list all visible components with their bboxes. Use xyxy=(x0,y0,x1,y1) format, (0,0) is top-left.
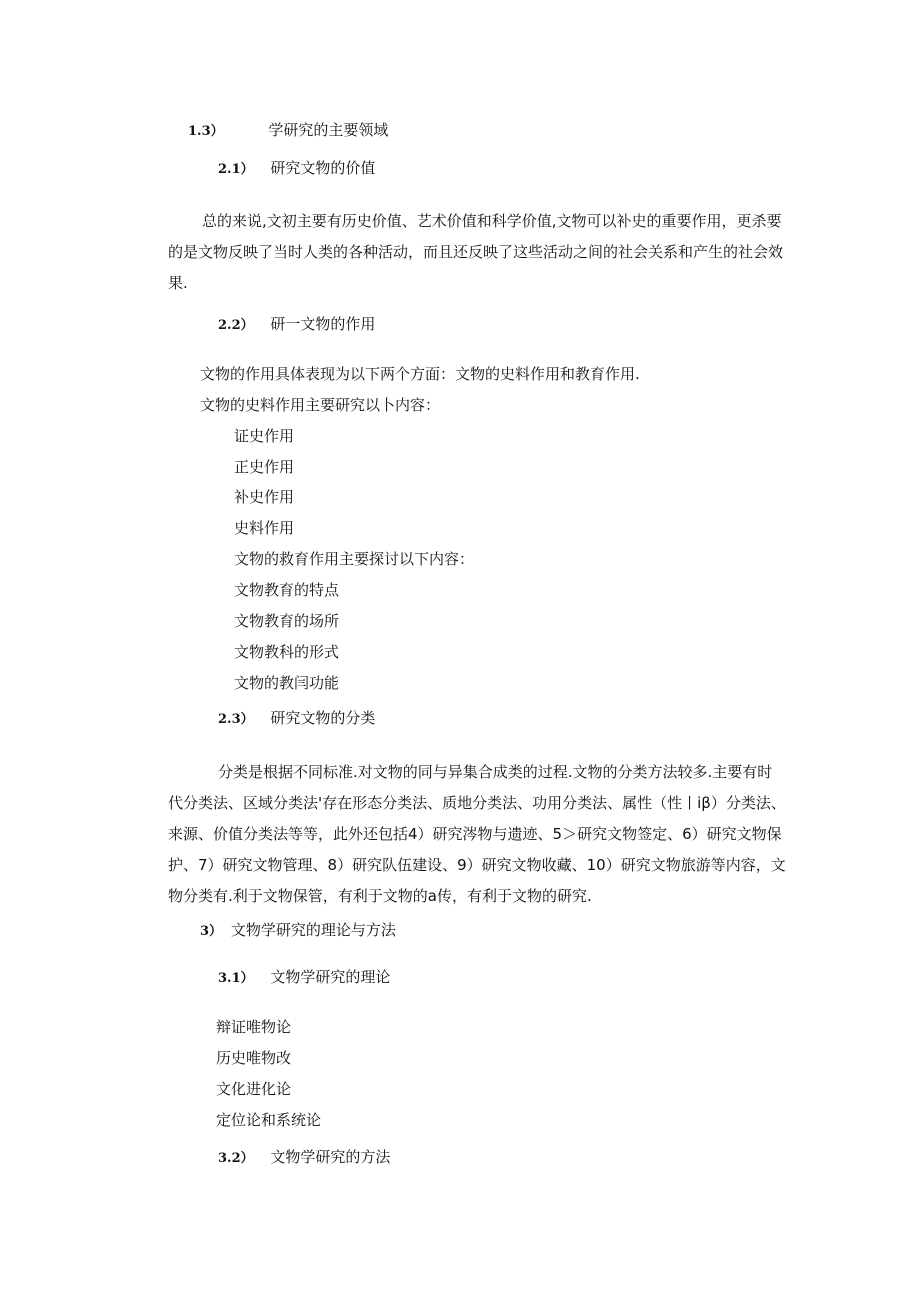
list-item: 历史唯物改 xyxy=(216,1049,292,1067)
heading-number: 3） xyxy=(200,924,223,939)
heading-2-3 xyxy=(218,708,375,730)
heading-2-2 xyxy=(218,314,375,336)
list-item: 文化进化论 xyxy=(216,1080,292,1098)
heading-number: 1.3） xyxy=(188,124,224,139)
heading-3-2 xyxy=(218,1147,390,1169)
list-item: 辩证唯物论 xyxy=(216,1018,292,1036)
heading-text: 文物学研究的方法 xyxy=(270,1148,391,1166)
list-item: 文物教科的形式 xyxy=(234,643,340,661)
heading-text: 研一文物的作用 xyxy=(270,315,376,333)
heading-text: 研究文物的分类 xyxy=(270,709,376,727)
heading-3 xyxy=(200,920,396,942)
paragraph-classification: 分类是根据不同标准.对文物的同与异集合成类的过程.文物的分类方法较多.主要有时代分类法、区域分类法'存在形态分类法、质地分类法、功用分类法、属性（性丨iβ）分类法、来源、价值分类法等等，此外还包括4）研究涔物与遗迹、5＞研究文物签定、6）研究文物保护、7）研究文物管理、8）研究队伍建设、9）研究文物收藏、10）研究文物旅游等内容，文物分类有.利于文物保管，有利于文物的a传，有利于文物的研究. xyxy=(168,763,786,905)
role-intro-line: 文物的作用具体表现为以下两个方面：文物的史料作用和教育作用. xyxy=(200,365,640,383)
heading-number: 2.2） xyxy=(218,318,254,333)
heading-text: 文物学研究的理论与方法 xyxy=(230,921,396,939)
list-item: 补史作用 xyxy=(234,488,295,506)
list-item: 文物的教闫功能 xyxy=(234,674,340,692)
heading-text: 文物学研究的理论 xyxy=(270,968,391,986)
list-item: 正史作用 xyxy=(234,458,295,476)
heading-number: 3.1） xyxy=(218,971,254,986)
paragraph-value: 总的来说,文初主要有历史价值、艺术价值和科学价值,文物可以补史的重要作用，更杀要的是文物反映了当时人类的各种活动，而且还反映了这些活动之间的社会关系和产生的社会效果. xyxy=(168,212,784,292)
role-history-line: 文物的史料作用主要研究以卜内容： xyxy=(200,396,441,414)
heading-2-1 xyxy=(218,158,375,180)
heading-3-1 xyxy=(218,967,390,989)
list-item: 文物教育的场所 xyxy=(234,612,340,630)
heading-text: 研究文物的价值 xyxy=(270,159,376,177)
heading-number: 2.1） xyxy=(218,162,254,177)
heading-text: 学研究的主要领域 xyxy=(268,121,389,139)
list-item: 定位论和系统论 xyxy=(216,1111,322,1129)
list-item: 文物的救育作用主要探讨以下内容： xyxy=(234,550,475,568)
list-item: 文物教育的特点 xyxy=(234,581,340,599)
heading-number: 2.3） xyxy=(218,712,254,727)
heading-1-3 xyxy=(188,120,388,142)
list-item: 史料作用 xyxy=(234,519,295,537)
heading-number: 3.2） xyxy=(218,1151,254,1166)
list-item: 证史作用 xyxy=(234,427,295,445)
